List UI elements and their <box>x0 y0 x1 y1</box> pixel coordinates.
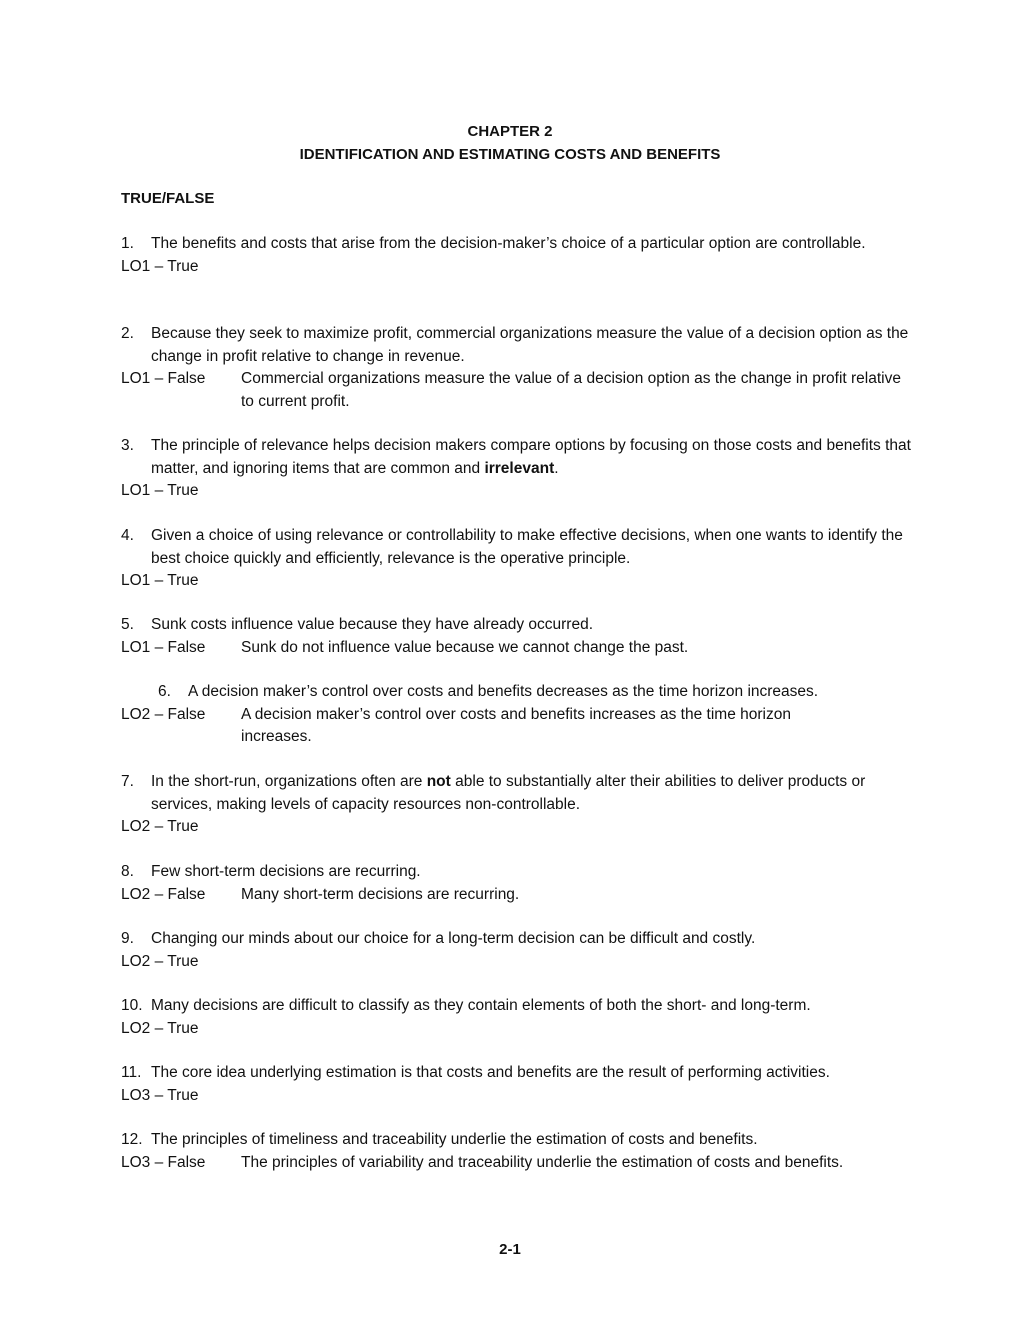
question-statement: In the short-run, organizations often are not able to substantially alter their abilities to deliver products or services, making levels of capacity resources non-controllable. <box>151 773 866 813</box>
answer-label: LO2 – True <box>121 1019 199 1037</box>
answer-explanation: The principles of variability and traceability underlie the estimation of costs and benefits. <box>241 1153 844 1171</box>
question-number: 1. <box>121 235 134 252</box>
answer-line <box>121 884 911 907</box>
question-item <box>121 681 911 749</box>
page-number: 2-1 <box>499 1241 521 1258</box>
answer-explanation: Commercial organizations measure the value of a decision option as the change in profit relative to current profit. <box>241 370 901 410</box>
section-heading: TRUE/FALSE <box>121 190 215 207</box>
question-statement: A decision maker’s control over costs and benefits decreases as the time horizon increases. <box>188 683 819 700</box>
question-item <box>121 1129 911 1174</box>
answer-label: LO2 – True <box>121 952 199 970</box>
answer-line <box>121 704 861 749</box>
answer-line <box>121 256 911 279</box>
answer-line <box>121 951 911 974</box>
question-number: 5. <box>121 616 134 633</box>
chapter-heading: CHAPTER 2 <box>467 123 553 140</box>
question-number: 4. <box>121 527 134 544</box>
answer-label: LO1 – True <box>121 572 199 589</box>
emphasis-irrelevant: irrelevant <box>484 459 555 477</box>
question-statement: The principle of relevance helps decision makers compare options by focusing on those costs and benefits that matter, and ignoring items that are common and irrelevant. <box>151 437 911 477</box>
answer-line <box>121 480 911 503</box>
question-item <box>121 861 911 906</box>
question-item <box>121 995 911 1040</box>
question-item <box>121 233 911 278</box>
question-statement: Changing our minds about our choice for a long-term decision can be difficult and costly. <box>151 930 756 947</box>
question-text <box>121 1129 911 1152</box>
answer-label: LO1 – True <box>121 482 199 499</box>
answer-line <box>121 1018 911 1041</box>
answer-label: LO1 – False <box>121 638 206 656</box>
answer-line <box>121 1152 851 1175</box>
question-item <box>121 614 911 659</box>
question-text <box>121 681 911 704</box>
answer-line <box>121 637 911 660</box>
question-item <box>121 525 911 593</box>
question-statement: The core idea underlying estimation is that costs and benefits are the result of performing activities. <box>151 1064 830 1081</box>
answer-line <box>121 1085 911 1108</box>
question-statement: Given a choice of using relevance or controllability to make effective decisions, when one wants to identify the best choice quickly and efficiently, relevance is the operative principle. <box>151 527 903 567</box>
question-text <box>121 928 911 951</box>
question-number: 7. <box>121 773 134 790</box>
answer-label: LO3 – False <box>121 1153 206 1171</box>
question-item <box>121 928 911 973</box>
question-text <box>121 771 911 816</box>
question-text <box>121 233 911 256</box>
answer-label: LO1 – False <box>121 370 206 387</box>
answer-explanation: Sunk do not influence value because we cannot change the past. <box>241 638 689 656</box>
question-text <box>121 323 911 368</box>
question-number: 2. <box>121 325 134 342</box>
chapter-subtitle: IDENTIFICATION AND ESTIMATING COSTS AND BENEFITS <box>299 146 721 163</box>
question-number: 12. <box>121 1131 143 1148</box>
question-text <box>121 861 911 884</box>
question-item <box>121 771 911 839</box>
question-number: 10. <box>121 997 143 1014</box>
question-number: 8. <box>121 863 134 880</box>
question-text <box>121 995 911 1018</box>
answer-label: LO1 – True <box>121 257 199 275</box>
question-item <box>121 323 911 413</box>
answer-label: LO2 – True <box>121 818 199 835</box>
question-text <box>121 614 911 637</box>
question-text <box>121 525 911 570</box>
answer-label: LO2 – False <box>121 885 206 903</box>
question-number: 11. <box>121 1064 142 1081</box>
question-statement: Few short-term decisions are recurring. <box>151 863 421 880</box>
answer-line <box>121 368 911 413</box>
question-statement: Many decisions are difficult to classify as they contain elements of both the short- and long-term. <box>151 997 811 1014</box>
question-number: 3. <box>121 437 134 454</box>
question-statement: The benefits and costs that arise from the decision-maker’s choice of a particular option are controllable. <box>151 235 866 252</box>
question-number: 6. <box>158 683 171 700</box>
answer-label: LO2 – False <box>121 705 206 723</box>
question-text <box>121 435 911 480</box>
answer-line <box>121 816 911 839</box>
answer-line <box>121 570 911 593</box>
answer-explanation: A decision maker’s control over costs and benefits increases as the time horizon increases. <box>241 705 791 745</box>
question-text <box>121 1062 911 1085</box>
answer-explanation: Many short-term decisions are recurring. <box>241 885 520 903</box>
question-number: 9. <box>121 930 134 947</box>
answer-label: LO3 – True <box>121 1086 199 1104</box>
emphasis-not: not <box>426 773 451 790</box>
question-statement: Sunk costs influence value because they have already occurred. <box>151 616 594 633</box>
question-item <box>121 435 911 503</box>
question-statement: Because they seek to maximize profit, commercial organizations measure the value of a decision option as the change in profit relative to change in revenue. <box>151 325 909 365</box>
question-item <box>121 1062 911 1107</box>
question-statement: The principles of timeliness and traceability underlie the estimation of costs and benefits. <box>151 1131 758 1148</box>
